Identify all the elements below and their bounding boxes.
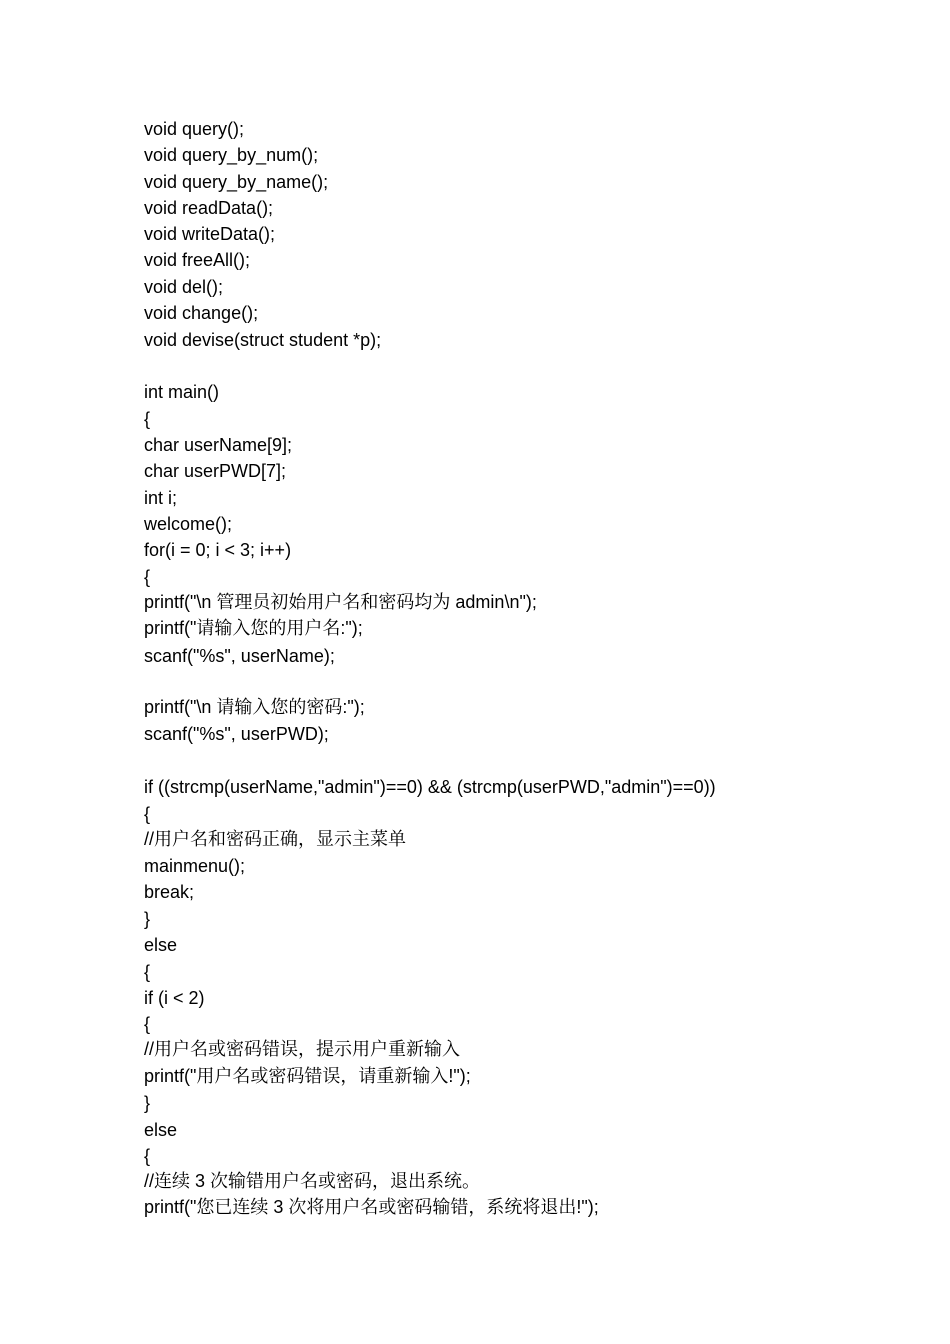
code-line: { (144, 962, 151, 982)
code-line: } (144, 1093, 151, 1113)
code-line: if (i < 2) (144, 988, 205, 1008)
code-line: mainmenu(); (144, 856, 246, 876)
code-line: { (144, 1146, 151, 1166)
code-line: break; (144, 882, 195, 902)
code-line: { (144, 409, 151, 429)
code-line: void readData(); (144, 198, 274, 218)
code-line: void del(); (144, 277, 224, 297)
code-line: char userPWD[7]; (144, 461, 287, 481)
code-line: void devise(struct student *p); (144, 330, 382, 350)
code-line: void query_by_num(); (144, 145, 319, 165)
code-line: } (144, 909, 151, 929)
code-line: { (144, 567, 151, 587)
code-line: { (144, 804, 151, 824)
code-line: int main() (144, 382, 220, 402)
code-line: scanf("%s", userName); (144, 646, 335, 666)
code-line: for(i = 0; i < 3; i++) (144, 540, 292, 560)
code-line: printf("\n 请输入您的密码:"); (144, 697, 365, 717)
code-line: else (144, 1120, 178, 1140)
code-line: //用户名和密码正确，显示主菜单 (144, 829, 407, 849)
code-line: if ((strcmp(userName,"admin")==0) && (strcmp(userPWD,"admin")==0)) (144, 777, 716, 797)
code-line: char userName[9]; (144, 435, 293, 455)
code-line: { (144, 1014, 151, 1034)
code-line: printf("您已连续 3 次将用户名或密码输错，系统将退出!"); (144, 1197, 599, 1217)
code-line: printf("用户名或密码错误，请重新输入!"); (144, 1066, 471, 1086)
code-line: int i; (144, 488, 178, 508)
code-line: void change(); (144, 303, 259, 323)
code-line: void query(); (144, 119, 245, 139)
code-line: void freeAll(); (144, 250, 251, 270)
code-line: welcome(); (144, 514, 233, 534)
code-line: void writeData(); (144, 224, 276, 244)
code-line: printf("\n 管理员初始用户名和密码均为 admin\n"); (144, 592, 537, 612)
code-line: void query_by_name(); (144, 172, 329, 192)
code-line: else (144, 935, 178, 955)
code-line: scanf("%s", userPWD); (144, 724, 329, 744)
code-line: printf("请输入您的用户名:"); (144, 618, 363, 638)
code-line: //用户名或密码错误，提示用户重新输入 (144, 1039, 461, 1059)
code-line: //连续 3 次输错用户名或密码，退出系统。 (144, 1171, 481, 1191)
